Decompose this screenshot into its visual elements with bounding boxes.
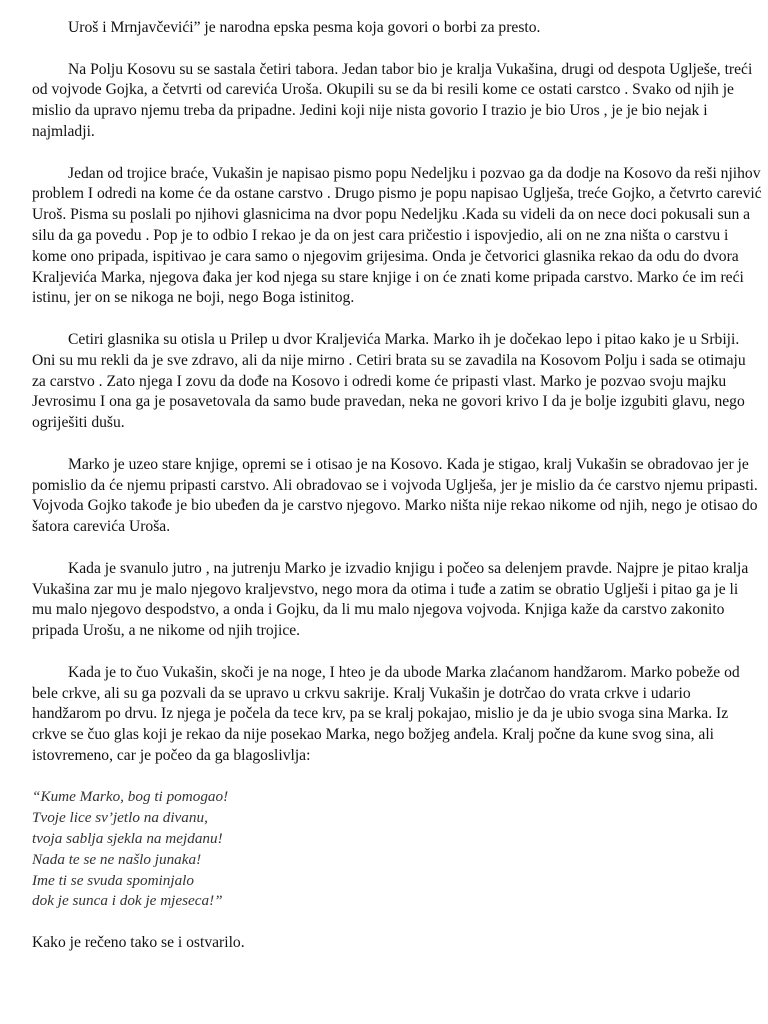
paragraph-church: Kada je to čuo Vukašin, skoči je na noge, I hteo je da ubode Marka zlaćanom handžarom. Marko pobeže od bele crkve, ali su ga pozvali da se upravo u crkvu sakrije. Kralj Vukašin je dotrčao do vrata crkve i udario handžarom po drvu. Iz njega je počela da tece krv, pa se kralj pokajao, mislio je da je ubio svoga sina Marka. Iz crkve se čuo glas koji je rekao da nije posekao Marka, nego božjeg anđela. Kralj počne da kune svog sina, ali istovremeno, car je počeo da ga blagoslivlja: bbox=[32, 663, 740, 764]
poem-line: Ime ti se svuda spominjalo bbox=[32, 871, 194, 889]
paragraph-judgement: Kada je svanulo jutro , na jutrenju Marko je izvadio knjigu i počeo sa delenjem pravde. Najpre je pitao kralja Vukašina zar mu je malo njegovo kraljevstvo, nego mora da otima i tuđe a zatim se obratio Uglješi i pitao ga je li mu malo njegovo despodstvo, a onda i Gojku, da li mu malo njegova vojvoda. Knjiga kaže da carstvo zakonito pripada Urošu, a ne nikome od njih trojice. bbox=[32, 559, 749, 640]
paragraph-intro: Uroš i Mrnjavčevići” je narodna epska pesma koja govori o borbi za presto. bbox=[68, 19, 541, 36]
paragraph-letters: Jedan od trojice braće, Vukašin je napisao pismo popu Nedeljku i pozvao ga da dodje na Kosovo da reši njihov problem I odredi na kome će da ostane carstvo . Drugo pismo je popu napisao Uglješa, treće Gojko, a četvrto carević Uroš. Pisma su poslali po njihovi glasnicima na dvor popu Nedeljku .Kada su videli da on nece doci pokusali sun a silu da ga povedu . Pop je to odbio I rekao je da on jest cara pričestio i ispovjedio, ali on ne zna ništa o carstvu i kome ono pripada, ispitivao je cara samo o njegovim grijesima. Onda je četvorici glasnika rekao da odu do dvora Kraljevića Marka, njegova đaka jer kod njega su stare knjige i on će znati kome pripada carstvo. Marko će im reći istinu, jer on se nikoga ne boji, nego Boga istinitog. bbox=[32, 164, 762, 307]
document-page bbox=[32, 18, 762, 975]
poem-line: dok je sunca i dok je mjeseca!” bbox=[32, 892, 223, 910]
poem-line: tvoja sablja sjekla na mejdanu! bbox=[32, 830, 223, 848]
poem-line: Tvoje lice sv’jetlo na divanu, bbox=[32, 809, 208, 827]
poem-blessing bbox=[32, 787, 762, 912]
paragraph-messengers: Cetiri glasnika su otisla u Prilep u dvor Kraljevića Marka. Marko ih je dočekao lepo i pitao kako je u Srbiji. Oni su mu rekli da je sve zdravo, ali da nije mirno . Cetiri brata su se zavadila na Kosovom Polju i sada se otimaju za carstvo . Zato njega I zovu da dođe na Kosovo i odredi kome će pripasti vlast. Marko je pozvao svoju majku Jevrosimu I ona ga je posavetovala da samo bude pravedan, neka ne govori krivo I da je bolje izgubiti glavu, nego ogriješiti dušu. bbox=[32, 330, 746, 432]
paragraph-marko-arrives: Marko je uzeo stare knjige, opremi se i otisao je na Kosovo. Kada je stigao, kralj Vukašin se obradovao jer je pomislio da će njemu pripasti carstvo. Ali obradovao se i vojvoda Uglješa, jer je mislio da će carstvo njemu pripasti. Vojvoda Gojko takođe je bio ubeđen da je carstvo njegovo. Marko ništa nije rekao nikome od njih, nego je otisao do šatora carevića Uroša. bbox=[32, 455, 758, 536]
paragraph-closing: Kako je rečeno tako se i ostvarilo. bbox=[32, 934, 245, 952]
poem-line: “Kume Marko, bog ti pomogao! bbox=[32, 788, 229, 806]
paragraph-camps: Na Polju Kosovu su se sastala četiri tabora. Jedan tabor bio je kralja Vukašina, drugi od despota Uglješe, treći od vojvode Gojka, a četvrti od carevića Uroša. Okupili su se da bi resili kome ce ostati carstco . Svako od njih je mislio da upravo njemu treba da pripadne. Jedini koji nije nista govorio I trazio je bio Uros , je je bio nejak i najmladji. bbox=[32, 60, 753, 140]
poem-line: Nada te se ne našlo junaka! bbox=[32, 850, 202, 868]
